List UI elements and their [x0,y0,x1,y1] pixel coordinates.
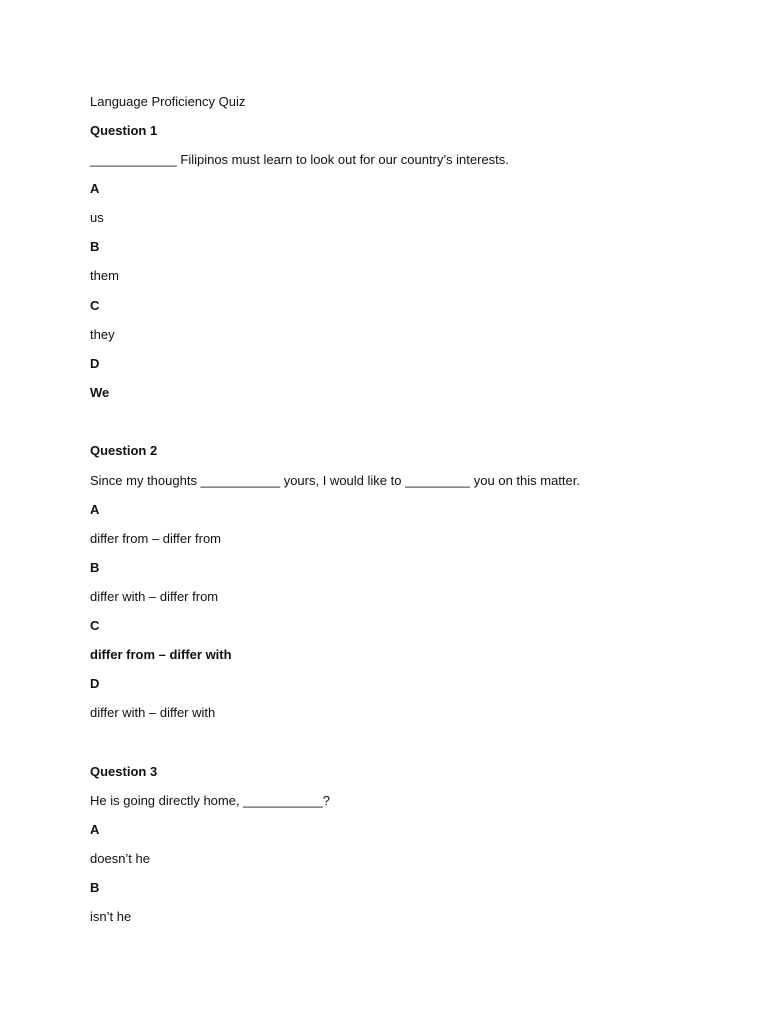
question-2-prompt: Since my thoughts ___________ yours, I would like to _________ you on this matter. [90,473,580,488]
question-1-prompt: ____________ Filipinos must learn to look out for our country’s interests. [90,152,509,167]
question-1-heading: Question 1 [90,123,158,138]
question-3-prompt: He is going directly home, ___________? [90,793,330,808]
question-3-option-b-letter: B [90,880,100,895]
question-2-option-d-letter: D [90,676,100,691]
question-2-option-a-text: differ from – differ from [90,531,222,546]
question-1-option-a-text: us [90,210,104,225]
question-1-option-c-letter: C [90,298,100,313]
question-2-option-c-text: differ from – differ with [90,647,232,662]
question-2-option-c-letter: C [90,618,100,633]
question-1-option-b-text: them [90,268,119,283]
question-1-option-c-text: they [90,327,115,342]
quiz-title: Language Proficiency Quiz [90,94,246,109]
question-2-option-d-text: differ with – differ with [90,705,216,720]
question-2-heading: Question 2 [90,443,158,458]
question-1-option-d-text: We [90,385,110,400]
question-3-heading: Question 3 [90,764,158,779]
question-1-option-d-letter: D [90,356,100,371]
question-2-option-b-text: differ with – differ from [90,589,219,604]
question-2-option-a-letter: A [90,502,100,517]
question-1-option-b-letter: B [90,239,100,254]
question-2-option-b-letter: B [90,560,100,575]
question-3-option-a-text: doesn’t he [90,851,150,866]
question-3-option-b-text: isn’t he [90,909,132,924]
question-1-option-a-letter: A [90,181,100,196]
question-3-option-a-letter: A [90,822,100,837]
